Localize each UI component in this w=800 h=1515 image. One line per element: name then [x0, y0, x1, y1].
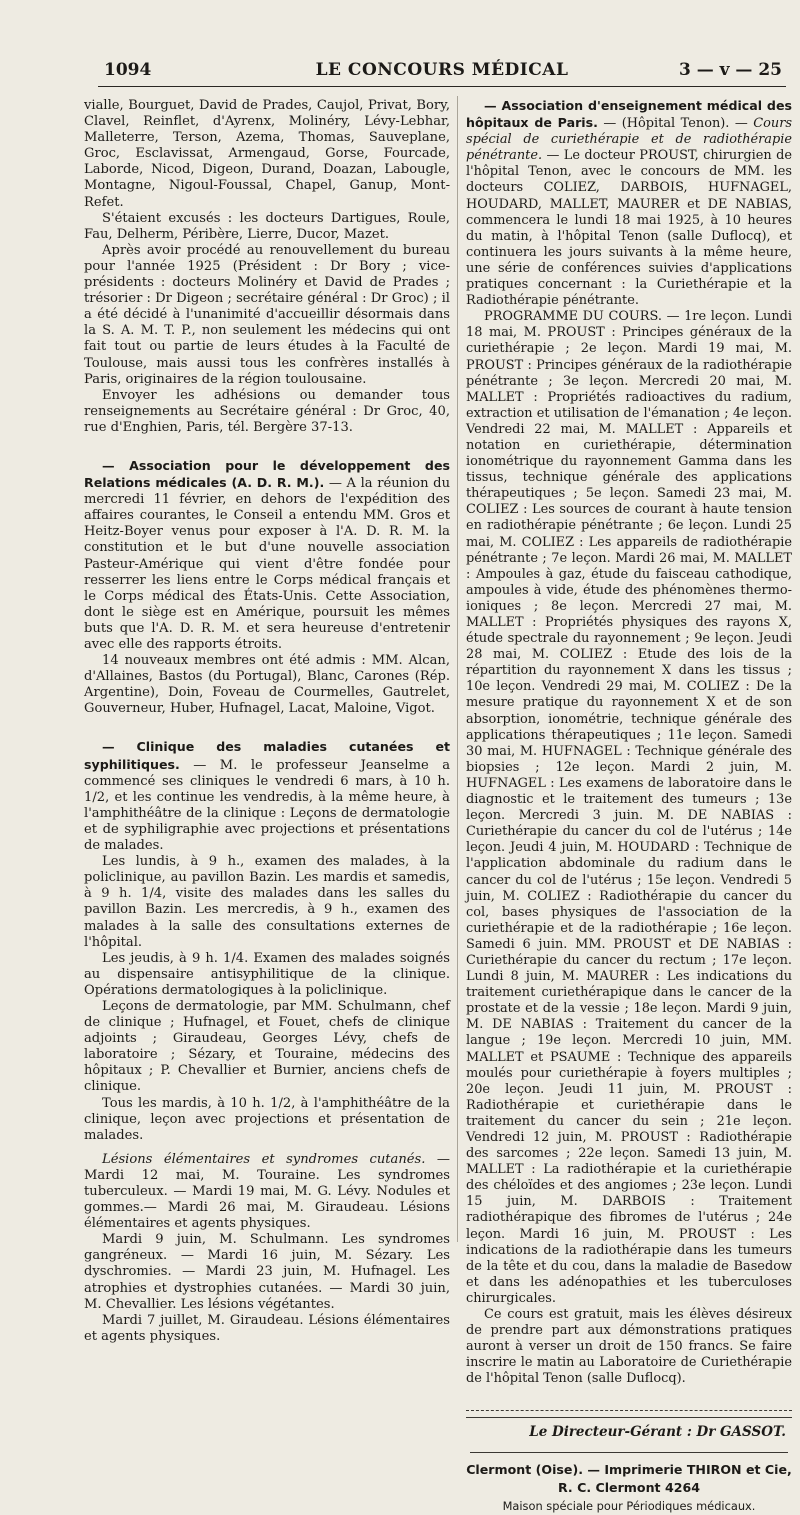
- course-fee-paragraph: Ce cours est gratuit, mais les élèves désireux de prendre part aux démonstrations pratiques auront à verser un droit de 150 francs. Se faire inscrire le matin au Laboratoire de Curiethérapie de l'hôpital Tenon (salle Duflocq).: [466, 1307, 792, 1387]
- june-lessons-paragraph: Mardi 9 juin, M. Schulmann. Les syndromes gangréneux. — Mardi 16 juin, M. Sézary. Les dyschromies. — Mardi 23 juin, M. Hufnagel. Les atrophies et dystrophies cutanées. — Mardi 30 juin, M. Chevallier. Les lésions végétantes.: [84, 1232, 450, 1312]
- clinic-section: [84, 739, 450, 854]
- adrm-heading: — Association pour le développement des Relations médicales (A. D. R. M.).: [84, 457, 450, 491]
- lesions-paragraph: [84, 1152, 450, 1232]
- printer-rule: [470, 1444, 788, 1453]
- page-number: 1094: [104, 60, 152, 80]
- course-program-paragraph: PROGRAMME DU COURS. — 1re leçon. Lundi 18 mai, M. PROUST : Principes généraux de la curiethérapie ; 2e leçon. Mardi 19 mai, M. PROUST : Principes généraux de la radiothérapie pénétrante ; 3e leçon. Mercredi 20 mai, M. MALLET : Propriétés radioactives du radium, extraction et utilisation de l'émanation ; 4e leçon. Vendredi 22 mai, M. MALLET : Appareils et notation en curiethérapie, détermination ionométrique du rayonnement Gamma dans les tissus, technique générale des applications thérapeutiques ; 5e leçon. Samedi 23 mai, M. COLIEZ : Les sources de courant à haute tension en radiothérapie pénétrante ; 6e leçon. Lundi 25 mai, M. COLIEZ : Les appareils de radiothérapie pénétrante ; 7e leçon. Mardi 26 mai, M. MALLET : Ampoules à gaz, étude du faisceau cathodique, ampoules à vide, étude des phénomènes thermo-ioniques ; 8e leçon. Mercredi 27 mai, M. MALLET : Propriétés physiques des rayons X, étude spectrale du rayonnement ; 9e leçon. Jeudi 28 mai, M. COLIEZ : Etude des lois de la répartition du rayonnement X dans les tissus ; 10e leçon. Vendredi 29 mai, M. COLIEZ : De la mesure pratique du rayonnement X et de son absorption, ionométrie, technique générale des applications thérapeutiques ; 11e leçon. Samedi 30 mai, M. HUFNAGEL : Technique générale des biopsies ; 12e leçon. Mardi 2 juin, M. HUFNAGEL : Les examens de laboratoire dans le diagnostic et le traitement des tumeurs ; 13e leçon. Mercredi 3 juin. M. DE NABIAS : Curiethérapie du cancer du col de l'utérus ; 14e leçon. Jeudi 4 juin, M. HOUDARD : Technique de l'application abdominale du radium dans le cancer du col de l'utérus ; 15e leçon. Vendredi 5 juin, M. COLIEZ : Radiothérapie du cancer du col, bases physiques de l'association de la curiethérapie et de la radiothérapie ; 16e leçon. Samedi 6 juin. MM. PROUST et DE NABIAS : Curiethérapie du cancer du rectum ; 17e leçon. Lundi 8 juin, M. MAURER : Les indications du traitement curiethérapique dans le cancer de la prostate et de la vessie ; 18e leçon. Mardi 9 juin, M. DE NABIAS : Traitement du cancer de la langue ; 19e leçon. Mercredi 10 juin, MM. MALLET et PSAUME : Technique des appareils moulés pour curiethérapie à foyers multiples ; 20e leçon. Jeudi 11 juin, M. PROUST : Radiothérapie et curiethérapie dans le traitement du cancer du sein ; 21e leçon. Vendredi 12 juin, M. PROUST : Radiothérapie des sarcomes ; 22e leçon. Samedi 13 juin, M. MALLET : La radiothérapie et la curiethérapie des chéloïdes et des angiomes ; 23e leçon. Lundi 15 juin, M. DARBOIS : Traitement radiothérapique des fibromes de l'utérus ; 24e leçon. Mardi 16 juin, M. PROUST : Les indications de la radiothérapie dans les tumeurs de la tête et du cou, dans la maladie de Basedow et dans les adénopathies et les tuberculoses chirurgicales.: [466, 309, 792, 1306]
- bureau-paragraph: Après avoir procédé au renouvellement du bureau pour l'année 1925 (Président : Dr Bory ; vice-présidents : docteurs Molinéry et David de Prades ; trésorier : Dr Digeon ; secrétaire général : Dr Groc) ; il a été décidé à l'unanimité d'accueillir désormais dans la S. A. M. T. P., non seulement les médecins qui ont fait tout ou partie de leurs études à la Faculté de Toulouse, mais aussi tous les confrères installés à Paris, originaires de la région toulousaine.: [84, 242, 450, 387]
- director-signature: Le Directeur-Gérant : Dr GASSOT.: [529, 1423, 786, 1440]
- page-header: [98, 52, 786, 87]
- printer-line-1: Clermont (Oise). — Imprimerie THIRON et Cie,: [466, 1461, 792, 1477]
- signature-rule: [466, 1410, 792, 1418]
- july-lesson-paragraph: Mardi 7 juillet, M. Giraudeau. Lésions élémentaires et agents physiques.: [84, 1312, 450, 1344]
- left-column: [84, 98, 450, 1344]
- tenon-text-b: — Le docteur PROUST, chirurgien de l'hôpital Tenon, avec le concours de MM. les docteurs COLIEZ, DARBOIS, HUFNAGEL, HOUDARD, MALLET, MAURER et DE NABIAS, commencera le lundi 18 mai 1925, à 10 heures du matin, à l'hôpital Tenon (salle Duflocq), et continuera les jours suivants à la même heure, une série de conférences suivies d'applications pratiques concernant : la Curiethérapie et la Radiothérapie pénétrante.: [466, 148, 792, 309]
- printer-imprint: [466, 1461, 792, 1515]
- journal-title: LE CONCOURS MÉDICAL: [315, 60, 569, 80]
- printer-line-3: Maison spéciale pour Périodiques médicaux.: [502, 1498, 756, 1513]
- clinic-thursday-paragraph: Les jeudis, à 9 h. 1/4. Examen des malades soignés au dispensaire antisyphilitique de la clinique. Opérations dermatologiques à la policlinique.: [84, 950, 450, 998]
- tenon-course-title: Cours spécial de curiethérapie et de radiothérapie pénétrante.: [466, 116, 792, 164]
- tenon-heading: — Association d'enseignement médical des hôpitaux de Paris.: [466, 98, 792, 131]
- clinic-heading: — Clinique des maladies cutanées et syphilitiques.: [84, 739, 450, 772]
- issue-date: 3 — v — 25: [678, 60, 782, 80]
- clinic-schedule-paragraph: Les lundis, à 9 h., examen des malades, à la policlinique, au pavillon Bazin. Les mardis et samedis, à 9 h. 1/4, visite des malades dans les salles du pavillon Bazin. Les mercredis, à 9 h., examen des malades à la salle des consultations externes de l'hôpital.: [84, 854, 450, 950]
- adhesion-paragraph: Envoyer les adhésions ou demander tous renseignements au Secrétaire général : Dr Groc, 40, rue d'Enghien, Paris, tél. Bergère 37-13.: [84, 387, 450, 435]
- clinic-text: — M. le professeur Jeanselme a commencé ses cliniques le vendredi 6 mars, à 10 h. 1/2, et les continue les vendredis, à la même heure, à l'amphithéâtre de la clinique : Leçons de dermatologie et de syphiligraphie avec projections et présentations de malades.: [84, 757, 450, 854]
- clinic-lecturers-paragraph: Leçons de dermatologie, par MM. Schulmann, chef de clinique ; Hufnagel, et Fouet, chefs de clinique adjoints ; Giraudeau, Georges Lévy, chefs de laboratoire ; Sézary, et Touraine, médecins des hôpitaux ; P. Chevallier et Burnier, anciens chefs de clinique.: [84, 998, 450, 1095]
- tenon-text-a: — (Hôpital Tenon). —: [597, 116, 754, 132]
- adrm-section: [84, 458, 450, 653]
- adrm-members-paragraph: 14 nouveaux membres ont été admis : MM. Alcan, d'Allaines, Bastos (du Portugal), Blanc, Carones (Rép. Argentine), Doin, Foveau de Courmelles, Gautrelet, Gouverneur, Huber, Hufnagel, Lacat, Maloine, Vigot.: [84, 653, 450, 717]
- right-column: [466, 98, 792, 1513]
- adrm-text: — A la réunion du mercredi 11 février, en dehors de l'expédition des affaires courantes, le Conseil a entendu MM. Gros et Heitz-Boyer venus pour exposer à l'A. D. R. M. la constitution et le but d'une nouvelle association Pasteur-Amérique qui vient d'être fondée pour resserrer les liens entre le Corps médical français et le Corps médical des États-Unis. Cette Association, dont le siège est en Amérique, poursuit les mêmes buts que l'A. D. R. M. et sera heureuse d'entretenir avec elle des rapports étroits.: [84, 476, 450, 652]
- lesions-text: — Mardi 12 mai, M. Touraine. Les syndromes tuberculeux. — Mardi 19 mai, M. G. Lévy. Nodules et gommes.— Mardi 26 mai, M. Giraudeau. Lésions élémentaires et agents physiques.: [84, 1151, 450, 1232]
- member-list-paragraph: vialle, Bourguet, David de Prades, Caujol, Privat, Bory, Clavel, Reinflet, d'Ayrenx, Molinéry, Lévy-Lebhar, Malleterre, Terson, Azema, Thomas, Sauveplane, Groc, Esclavissat, Armengaud, Gorse, Fourcade, Laborde, Nicod, Digeon, Durand, Doazan, Labougle, Montagne, Nigoul-Foussal, Chapel, Ganup, Mont-Refet.: [84, 98, 450, 210]
- tenon-section: [466, 98, 792, 309]
- printer-line-2: R. C. Clermont 4264: [557, 1479, 701, 1495]
- lesions-title: Lésions élémentaires et syndromes cutanés.: [102, 1151, 426, 1167]
- clinic-tuesday-paragraph: Tous les mardis, à 10 h. 1/2, à l'amphithéâtre de la clinique, leçon avec projections et présentation de malades.: [84, 1095, 450, 1143]
- excused-paragraph: S'étaient excusés : les docteurs Dartigues, Roule, Fau, Delherm, Péribère, Lierre, Ducor, Mazet.: [84, 210, 450, 242]
- column-divider: [457, 96, 458, 1242]
